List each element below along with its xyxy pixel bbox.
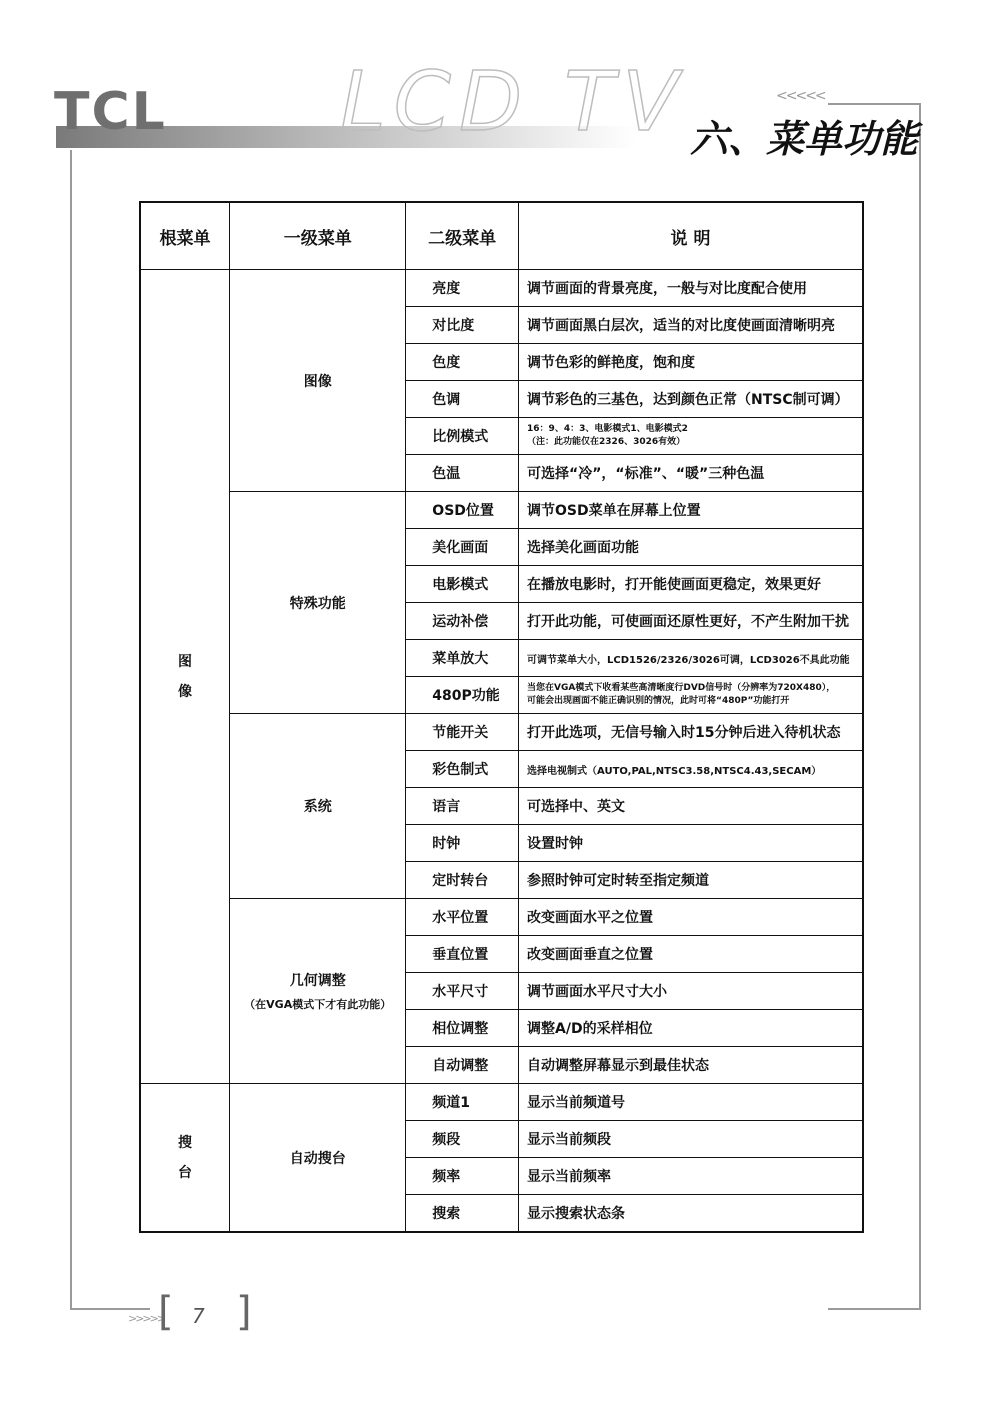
level1-menu-cell	[230, 714, 406, 899]
description-cell: 参照时钟可定时转至指定频道	[519, 862, 863, 899]
description-cell: 调节画面水平尺寸大小	[519, 973, 863, 1010]
level2-menu-label: 语言	[406, 788, 519, 825]
page-bracket-right: ]	[236, 1289, 252, 1335]
level2-menu-label: 相位调整	[406, 1010, 519, 1047]
page-frame-right	[919, 103, 921, 1310]
description-cell: 可选择中、英文	[519, 788, 863, 825]
level2-menu-label: 色度	[406, 344, 519, 381]
description-cell: 显示当前频率	[519, 1158, 863, 1195]
description-line: 当您在VGA模式下收看某些高清晰度行DVD信号时（分辨率为720X480），	[527, 683, 836, 693]
level1-menu-cell	[230, 492, 406, 714]
level2-menu-label: 彩色制式	[406, 751, 519, 788]
level1-menu-cell	[230, 899, 406, 1084]
description-cell: 打开此功能，可使画面还原性更好，不产生附加干扰	[519, 603, 863, 640]
level1-menu-cell	[230, 270, 406, 492]
description-cell: 显示当前频段	[519, 1121, 863, 1158]
table-row	[140, 1084, 863, 1121]
description-cell: 显示搜索状态条	[519, 1195, 863, 1233]
level2-menu-label: 电影模式	[406, 566, 519, 603]
table-row	[140, 899, 863, 936]
level2-menu-label: 频道1	[406, 1084, 519, 1121]
description-line: （注：此功能仅在2326、3026有效）	[527, 437, 686, 447]
level2-menu-label: 时钟	[406, 825, 519, 862]
level2-menu-label: 节能开关	[406, 714, 519, 751]
description-line: 16：9、4：3、电影模式1、电影模式2	[527, 424, 688, 434]
level1-menu-cell	[230, 1084, 406, 1233]
description-line: 可能会出现画面不能正确识别的情况，此时可将“480P”功能打开	[527, 696, 790, 706]
header-description: 说 明	[519, 202, 863, 270]
description-cell: 打开此选项，无信号输入时15分钟后进入待机状态	[519, 714, 863, 751]
table-row	[140, 492, 863, 529]
level2-menu-label: 搜索	[406, 1195, 519, 1233]
level1-menu-label: 自动搜台	[289, 1150, 346, 1167]
description-cell: 可选择“冷”，“标准”、“暖”三种色温	[519, 455, 863, 492]
level1-menu-label: 图像	[303, 373, 332, 390]
description-cell: 在播放电影时，打开能使画面更稳定，效果更好	[519, 566, 863, 603]
page-frame-top	[828, 103, 921, 105]
description-cell: 调节OSD菜单在屏幕上位置	[519, 492, 863, 529]
level2-menu-label: 色调	[406, 381, 519, 418]
page-frame-bottom-left	[70, 1308, 150, 1310]
description-cell: 调节画面的背景亮度，一般与对比度配合使用	[519, 270, 863, 307]
description-cell: 设置时钟	[519, 825, 863, 862]
description-cell: 显示当前频道号	[519, 1084, 863, 1121]
level2-menu-label: OSD位置	[406, 492, 519, 529]
header-level1-menu: 一级菜单	[230, 202, 406, 270]
description-cell: 可调节菜单大小，LCD1526/2326/3026可调，LCD3026不具此功能	[519, 640, 863, 677]
description-cell: 改变画面水平之位置	[519, 899, 863, 936]
level2-menu-label: 定时转台	[406, 862, 519, 899]
level2-menu-label: 运动补偿	[406, 603, 519, 640]
level1-menu-label: 系统	[303, 799, 332, 815]
description-cell	[519, 418, 863, 455]
description-cell: 选择电视制式（AUTO,PAL,NTSC3.58,NTSC4.43,SECAM）	[519, 751, 863, 788]
level2-menu-label: 水平尺寸	[406, 973, 519, 1010]
section-title: 六、菜单功能	[690, 116, 919, 161]
table-row	[140, 270, 863, 307]
level2-menu-label: 频率	[406, 1158, 519, 1195]
level2-menu-label: 美化画面	[406, 529, 519, 566]
level2-menu-label: 垂直位置	[406, 936, 519, 973]
chevron-decoration-icon: <<<<<	[776, 88, 825, 104]
root-menu-cell	[140, 270, 230, 1084]
level2-menu-label: 水平位置	[406, 899, 519, 936]
level2-menu-label: 自动调整	[406, 1047, 519, 1084]
description-cell	[519, 677, 863, 714]
description-cell: 调节画面黑白层次，适当的对比度使画面清晰明亮	[519, 307, 863, 344]
footer-chevron-icon: >>>>>	[128, 1312, 165, 1325]
menu-function-table	[139, 201, 864, 1233]
level2-menu-label: 对比度	[406, 307, 519, 344]
page-frame-left	[70, 150, 72, 1310]
level2-menu-label: 频段	[406, 1121, 519, 1158]
table-row	[140, 714, 863, 751]
page-number: 7	[192, 1304, 205, 1328]
description-cell: 调节色彩的鲜艳度，饱和度	[519, 344, 863, 381]
page-bracket-left: [	[158, 1289, 174, 1335]
level2-menu-label: 亮度	[406, 270, 519, 307]
description-cell: 调整A/D的采样相位	[519, 1010, 863, 1047]
root-menu-cell	[140, 1084, 230, 1233]
level1-menu-label: 几何调整	[289, 973, 346, 989]
header-level2-menu: 二级菜单	[406, 202, 519, 270]
level1-menu-label: 特殊功能	[289, 595, 346, 612]
page-frame-bottom-right	[828, 1308, 921, 1310]
level2-menu-label: 色温	[406, 455, 519, 492]
table-header-row	[140, 202, 863, 270]
brand-logo: TCL	[54, 82, 167, 142]
root-menu-label: 搜台	[178, 1134, 193, 1181]
level2-menu-label: 菜单放大	[406, 640, 519, 677]
product-name: LCD TV	[340, 55, 687, 150]
description-cell: 改变画面垂直之位置	[519, 936, 863, 973]
root-menu-label: 图像	[178, 653, 193, 700]
header-root-menu: 根菜单	[140, 202, 230, 270]
level2-menu-label: 480P功能	[406, 677, 519, 714]
table-body	[140, 270, 863, 1233]
description-cell: 自动调整屏幕显示到最佳状态	[519, 1047, 863, 1084]
level1-menu-note: （在VGA模式下才有此功能）	[244, 998, 392, 1011]
description-cell: 选择美化画面功能	[519, 529, 863, 566]
description-cell: 调节彩色的三基色，达到颜色正常（NTSC制可调）	[519, 381, 863, 418]
level2-menu-label: 比例模式	[406, 418, 519, 455]
